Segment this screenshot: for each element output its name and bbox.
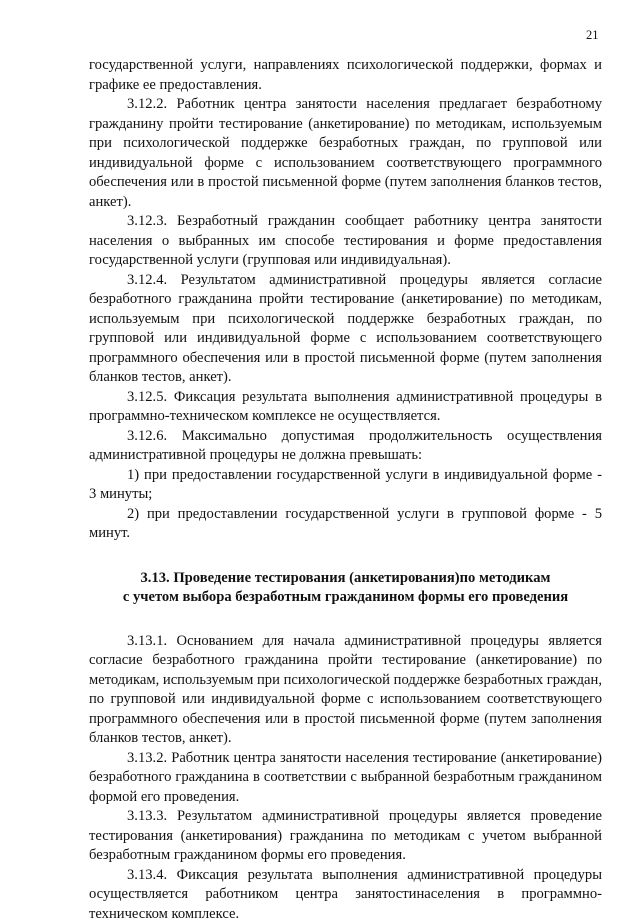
paragraph-3-12-6: 3.12.6. Максимально допустимая продолжительность осуществления административной процедуры не должна превышать:: [89, 427, 602, 466]
paragraph-continuation: государственной услуги, направлениях психологической поддержки, формах и графике ее предоставления.: [89, 56, 602, 95]
paragraph-3-13-2: 3.13.2. Работник центра занятости населения тестирование (анкетирование) безработного гражданина в соответствии с выбранной безработным гражданином формой его проведения.: [89, 749, 602, 808]
paragraph-3-13-1: 3.13.1. Основанием для начала административной процедуры является согласие безработного гражданина пройти тестирование (анкетирование) по методикам, используемым при психологической поддержке безработных граждан, по групповой или индивидуальной форме с использованием соответствующего программного обеспечения или в простой письменной форме (путем заполнения бланков тестов, анкет).: [89, 632, 602, 749]
page-number: 21: [586, 28, 599, 43]
paragraph-3-12-4: 3.12.4. Результатом административной процедуры является согласие безработного гражданина пройти тестирование (анкетирование) по методикам, используемым при психологической поддержке безработных граждан, по групповой или индивидуальной форме с использованием соответствующего программного обеспечения или в простой письменной форме (путем заполнения бланков тестов, анкет).: [89, 271, 602, 388]
section-heading-line-2: с учетом выбора безработным гражданином формы его проведения: [89, 588, 602, 608]
list-item-1: 1) при предоставлении государственной услуги в индивидуальной форме - 3 минуты;: [89, 466, 602, 505]
paragraph-3-12-5: 3.12.5. Фиксация результата выполнения административной процедуры в программно-техническом комплексе не осуществляется.: [89, 388, 602, 427]
section-heading-line-1: 3.13. Проведение тестирования (анкетирования)по методикам: [89, 569, 602, 589]
document-body: [89, 56, 602, 924]
paragraph-3-13-3: 3.13.3. Результатом административной процедуры является проведение тестирования (анкетирования) гражданина по методикам с учетом выбранной безработным гражданином формы его проведения.: [89, 807, 602, 866]
paragraph-3-12-2: 3.12.2. Работник центра занятости населения предлагает безработному гражданину пройти тестирование (анкетирование) по методикам, используемым при психологической поддержке безработных граждан, по групповой или индивидуальной форме с использованием соответствующего программного обеспечения или в простой письменной форме (путем заполнения бланков тестов, анкет).: [89, 95, 602, 212]
paragraph-3-12-3: 3.12.3. Безработный гражданин сообщает работнику центра занятости населения о выбранных им способе тестирования и форме предоставления государственной услуги (групповая или индивидуальная).: [89, 212, 602, 271]
section-heading-3-13: [89, 569, 602, 608]
paragraph-3-13-4: 3.13.4. Фиксация результата выполнения административной процедуры осуществляется работником центра занятостинаселения в программно-техническом комплексе.: [89, 866, 602, 924]
list-item-2: 2) при предоставлении государственной услуги в групповой форме - 5 минут.: [89, 505, 602, 544]
